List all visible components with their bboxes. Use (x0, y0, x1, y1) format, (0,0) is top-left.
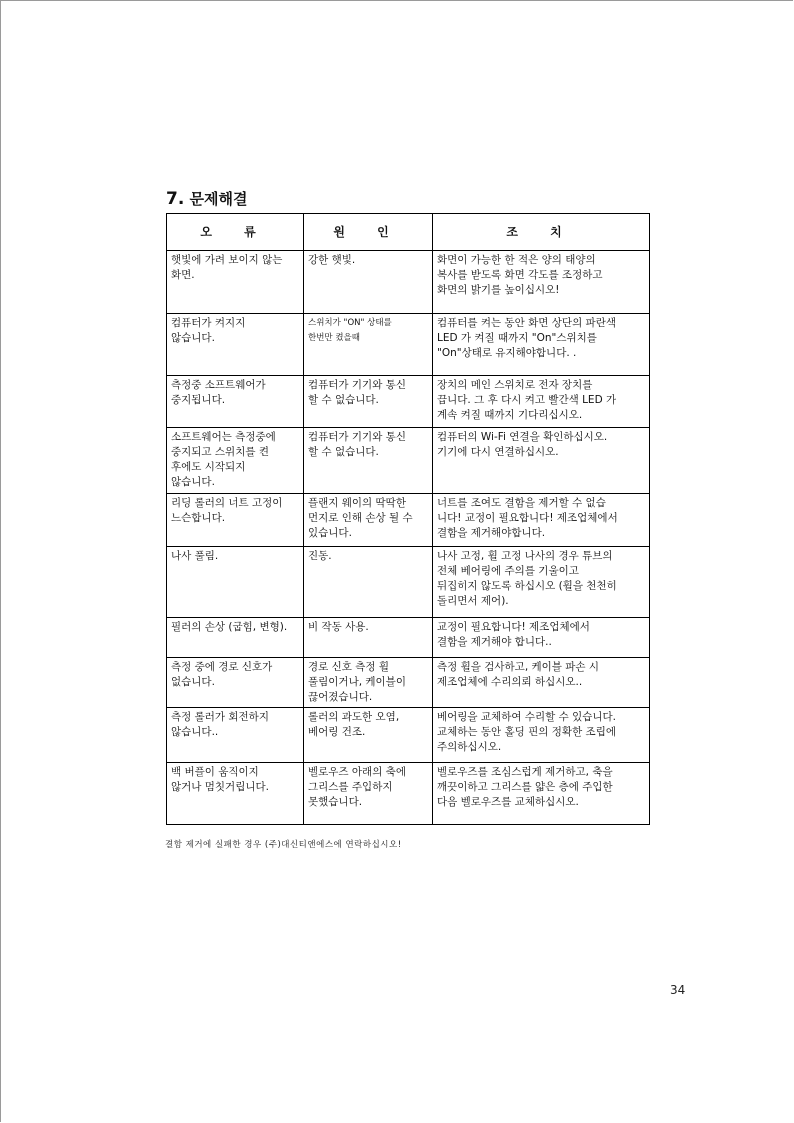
cause-cell-text: 스위치가 "ON" 상태를 한번만 켰을때 (308, 318, 392, 343)
cause-cell-text: 경로 신호 측정 휠 풀림이거나, 케이블이 끊어졌습니다. (308, 661, 406, 703)
action-cell-text: 화면이 가능한 한 적은 양의 태양의 복사를 받도록 화면 각도를 조정하고 화면의 밝기를 높이십시오! (437, 254, 603, 296)
action-cell (433, 251, 650, 314)
cause-cell (304, 494, 433, 547)
cause-cell-text: 비 작동 사용. (308, 621, 369, 633)
cause-cell-text: 강한 햇빛. (308, 254, 356, 266)
error-cell-text: 필러의 손상 (굽힘, 변형). (171, 621, 288, 633)
cause-cell-text: 벨로우즈 아래의 축에 그리스를 주입하지 못했습니다. (308, 766, 406, 808)
action-cell (433, 618, 650, 658)
section-title-text: 문제해결 (189, 190, 248, 208)
error-cell (167, 494, 304, 547)
error-cell (167, 547, 304, 618)
cause-cell (304, 618, 433, 658)
error-cell-text: 측정중 소프트웨어가 중지됩니다. (171, 379, 266, 406)
table-row (167, 428, 650, 494)
table-body (167, 251, 650, 825)
action-cell-text: 벨로우즈를 조심스럽게 제거하고, 축을 깨끗이하고 그리스를 얇은 층에 주입한 다음 벨로우즈를 교체하십시오. (437, 766, 613, 808)
header-cause: 원 인 (304, 214, 433, 251)
table-row (167, 494, 650, 547)
error-cell-text: 측정 중에 경로 신호가 없습니다. (171, 661, 273, 688)
cause-cell-text: 롤러의 과도한 오염, 베어링 건조. (308, 711, 400, 738)
cause-cell-text: 진동. (308, 550, 332, 562)
cause-cell-text: 컴퓨터가 기기와 통신 할 수 없습니다. (308, 431, 406, 458)
action-cell-text: 베어링을 교체하여 수리할 수 있습니다. 교체하는 동안 홀딩 핀의 정확한 조립에 주의하십시오. (437, 711, 616, 753)
error-cell-text: 백 버플이 움직이지 않거나 멈칫거립니다. (171, 766, 269, 793)
cause-cell-text: 플랜지 웨이의 딱딱한 먼지로 인해 손상 될 수 있습니다. (308, 497, 413, 539)
action-cell (433, 428, 650, 494)
error-cell (167, 618, 304, 658)
error-cell-text: 리딩 롤러의 너트 고정이 느슨합니다. (171, 497, 283, 524)
action-cell-text: 측정 휠을 검사하고, 케이블 파손 시 제조업체에 수리의뢰 하십시오.. (437, 661, 600, 688)
error-cell (167, 708, 304, 763)
cause-cell (304, 763, 433, 825)
footnote: 결함 제거에 실패한 경우 (주)대신티앤에스에 연락하십시오! (165, 840, 402, 850)
troubleshooting-table (166, 213, 650, 825)
cause-cell (304, 708, 433, 763)
error-cell (167, 314, 304, 376)
action-cell-text: 컴퓨터를 켜는 동안 화면 상단의 파란색 LED 가 켜질 때까지 "On"스위치를 "On"상태로 유지해야합니다. . (437, 317, 616, 359)
action-cell-text: 나사 고정, 휠 고정 나사의 경우 튜브의 전체 베어링에 주의를 기울이고 뒤집히지 않도록 하십시오 (휠을 천천히 돌리면서 제어). (437, 550, 617, 607)
cause-cell (304, 547, 433, 618)
cause-cell (304, 428, 433, 494)
page-number: 34 (670, 983, 686, 997)
error-cell-text: 컴퓨터가 켜지지 않습니다. (171, 317, 246, 344)
error-cell-text: 측정 롤러가 회전하지 않습니다.. (171, 711, 269, 738)
table-row (167, 763, 650, 825)
cause-cell (304, 314, 433, 376)
error-cell (167, 428, 304, 494)
cause-cell (304, 251, 433, 314)
error-cell-text: 햇빛에 가려 보이지 않는 화면. (171, 254, 283, 281)
section-title (166, 188, 248, 209)
error-cell (167, 658, 304, 708)
error-cell (167, 763, 304, 825)
action-cell-text: 너트를 조여도 결함을 제거할 수 없습 니다! 교정이 필요합니다! 제조업체에서 결함을 제거해야합니다. (437, 497, 618, 539)
action-cell-text: 장치의 메인 스위치로 전자 장치를 끕니다. 그 후 다시 켜고 빨간색 LED 가 계속 켜질 때까지 기다리십시오. (437, 379, 617, 421)
action-cell (433, 314, 650, 376)
header-error: 오 류 (167, 214, 304, 251)
action-cell (433, 658, 650, 708)
table-row (167, 251, 650, 314)
table-row (167, 314, 650, 376)
error-cell (167, 251, 304, 314)
cause-cell-text: 컴퓨터가 기기와 통신 할 수 없습니다. (308, 379, 406, 406)
action-cell (433, 708, 650, 763)
table-row (167, 376, 650, 428)
error-cell (167, 376, 304, 428)
cause-cell (304, 658, 433, 708)
action-cell (433, 376, 650, 428)
table-row (167, 547, 650, 618)
action-cell-text: 교정이 필요합니다! 제조업체에서 결함을 제거해야 합니다.. (437, 621, 590, 648)
error-cell-text: 소프트웨어는 측정중에 중지되고 스위치를 켠 후에도 시작되지 않습니다. (171, 431, 276, 488)
table-row (167, 708, 650, 763)
table-row (167, 658, 650, 708)
cause-cell (304, 376, 433, 428)
action-cell-text: 컴퓨터의 Wi-Fi 연결을 확인하십시오. 기기에 다시 연결하십시오. (437, 431, 608, 458)
action-cell (433, 547, 650, 618)
section-number: 7. (166, 189, 185, 209)
table-row (167, 618, 650, 658)
action-cell (433, 494, 650, 547)
table-header-row (167, 214, 650, 251)
action-cell (433, 763, 650, 825)
header-action: 조 치 (433, 214, 650, 251)
error-cell-text: 나사 풀림. (171, 550, 219, 562)
